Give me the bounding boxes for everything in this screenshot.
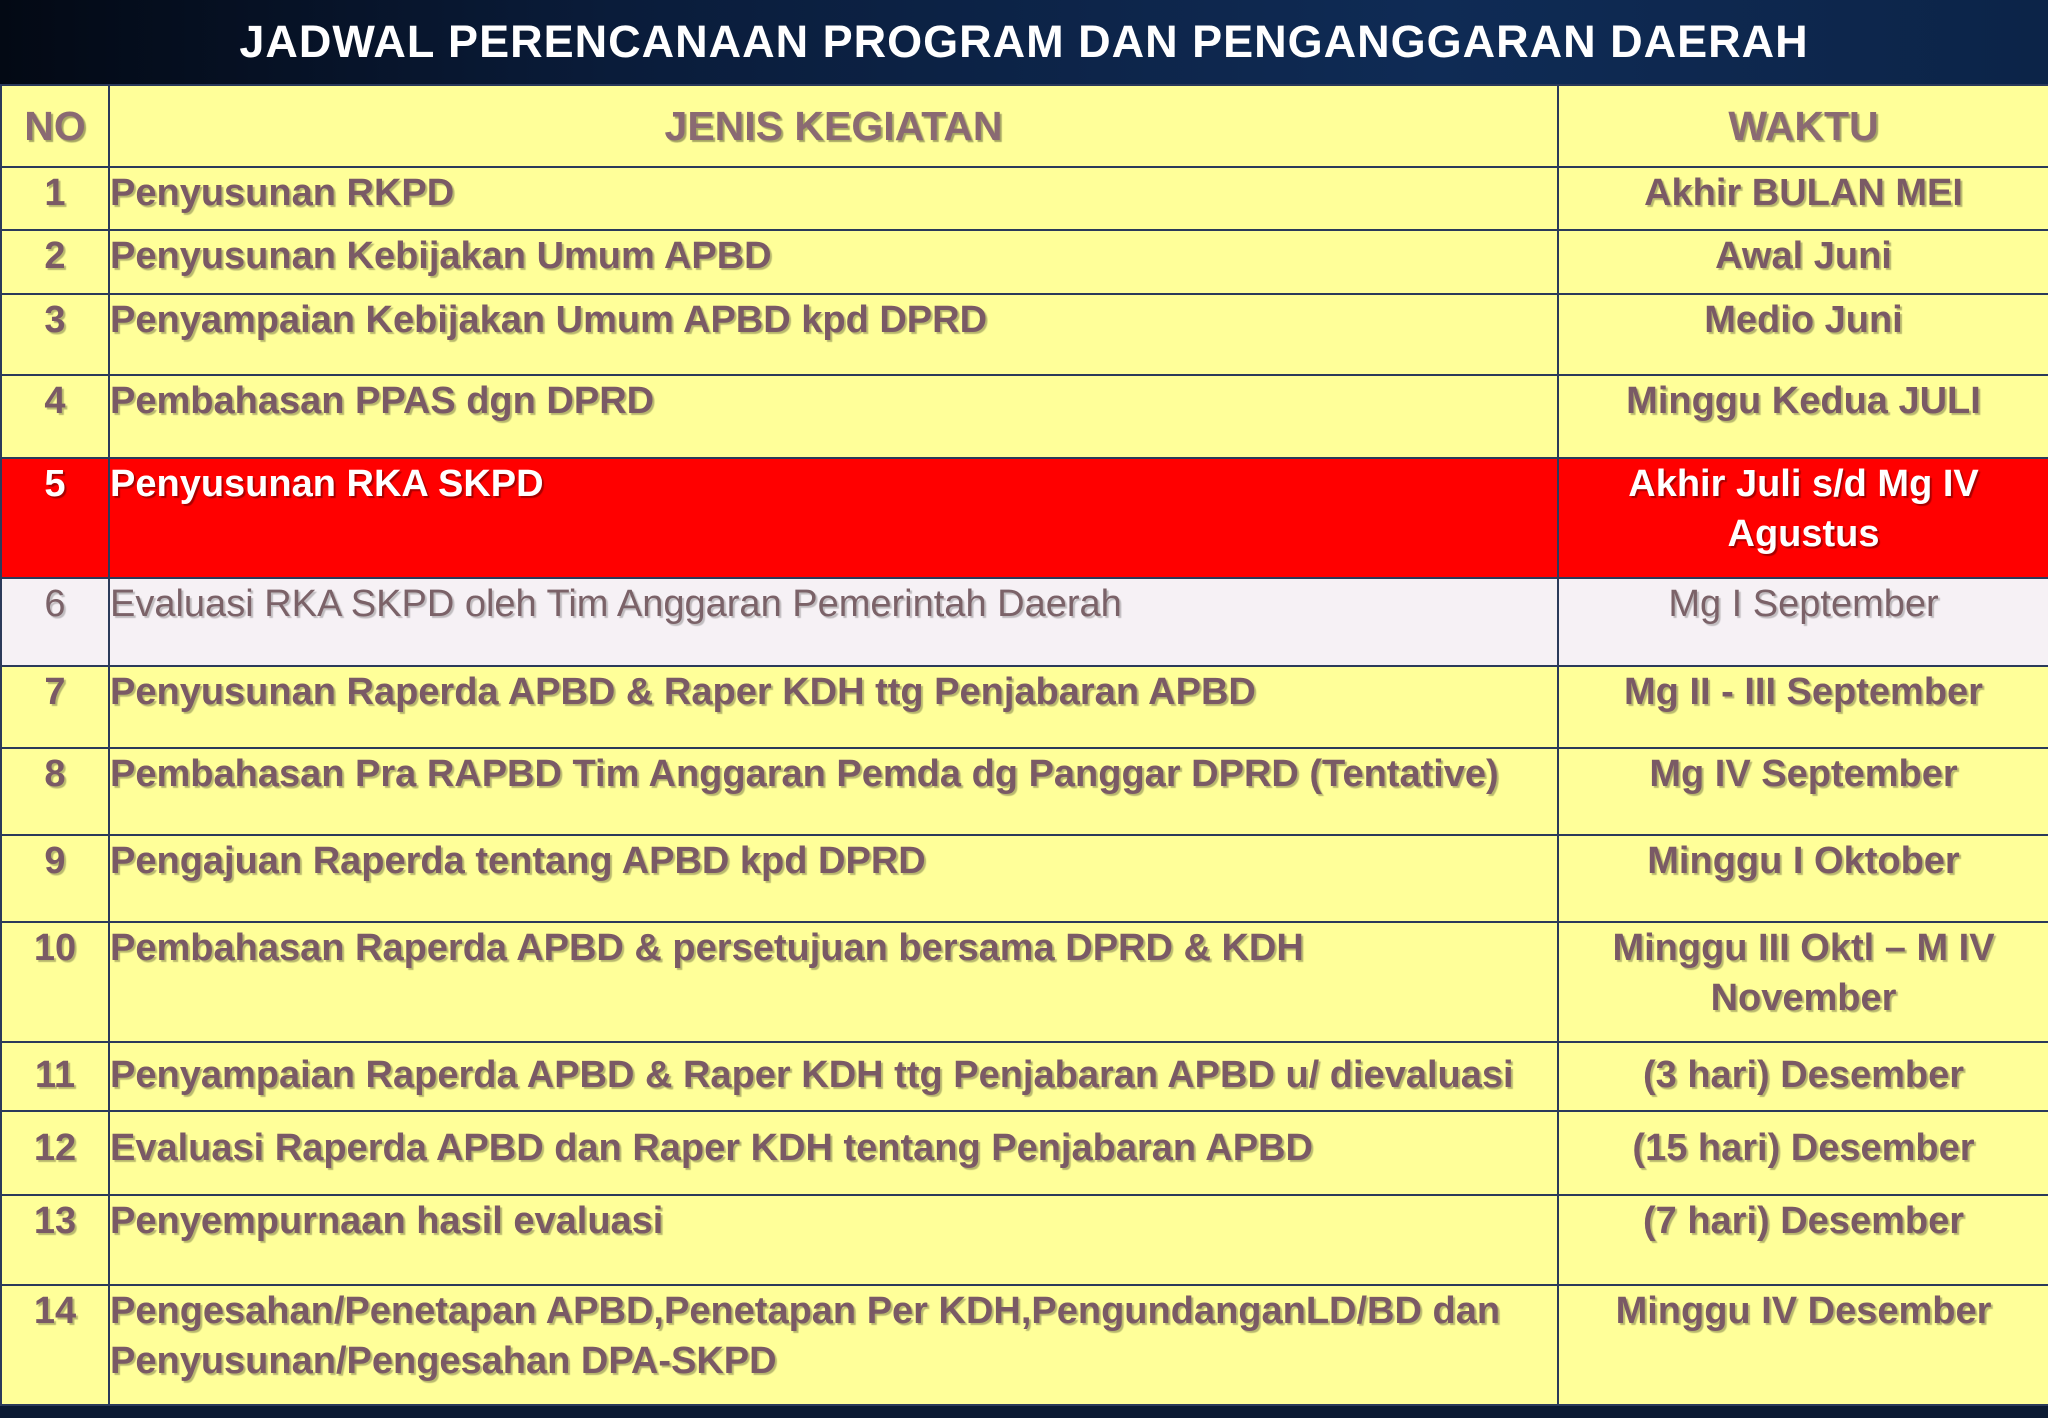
table-row xyxy=(1,294,2048,375)
table-row xyxy=(1,922,2048,1042)
table-header-row xyxy=(1,85,2048,167)
table-row xyxy=(1,1042,2048,1111)
row-activity: Penyempurnaan hasil evaluasi xyxy=(109,1195,1558,1285)
table-row xyxy=(1,375,2048,458)
table-row xyxy=(1,1195,2048,1285)
row-activity: Penyusunan Raperda APBD & Raper KDH ttg Penjabaran APBD xyxy=(109,666,1558,748)
row-time: (3 hari) Desember xyxy=(1558,1042,2048,1111)
row-time: Minggu III Oktl – M IV November xyxy=(1558,922,2048,1042)
row-number: 9 xyxy=(1,835,109,922)
row-time: Mg I September xyxy=(1558,578,2048,666)
row-time: Akhir Juli s/d Mg IV Agustus xyxy=(1558,458,2048,578)
table-row xyxy=(1,1285,2048,1405)
row-activity: Pembahasan Raperda APBD & persetujuan bersama DPRD & KDH xyxy=(109,922,1558,1042)
row-number: 12 xyxy=(1,1111,109,1195)
row-activity: Penyusunan Kebijakan Umum APBD xyxy=(109,230,1558,294)
row-number: 10 xyxy=(1,922,109,1042)
header-time: WAKTU xyxy=(1558,85,2048,167)
row-activity: Pengajuan Raperda tentang APBD kpd DPRD xyxy=(109,835,1558,922)
table-row-muted xyxy=(1,578,2048,666)
table-row-highlighted xyxy=(1,458,2048,578)
row-number: 4 xyxy=(1,375,109,458)
header-no: NO xyxy=(1,85,109,167)
header-activity: JENIS KEGIATAN xyxy=(109,85,1558,167)
row-time: Minggu Kedua JULI xyxy=(1558,375,2048,458)
row-activity: Evaluasi RKA SKPD oleh Tim Anggaran Pemerintah Daerah xyxy=(109,578,1558,666)
table-row xyxy=(1,230,2048,294)
row-number: 11 xyxy=(1,1042,109,1111)
row-activity: Pengesahan/Penetapan APBD,Penetapan Per KDH,PengundanganLD/BD dan Penyusunan/Pengesahan DPA-SKPD xyxy=(109,1285,1558,1405)
row-number: 7 xyxy=(1,666,109,748)
row-activity: Penyampaian Raperda APBD & Raper KDH ttg Penjabaran APBD u/ dievaluasi xyxy=(109,1042,1558,1111)
schedule-table xyxy=(0,84,2048,1406)
table-row xyxy=(1,748,2048,835)
row-time: Minggu IV Desember xyxy=(1558,1285,2048,1405)
row-time: (7 hari) Desember xyxy=(1558,1195,2048,1285)
row-activity: Penyusunan RKPD xyxy=(109,167,1558,230)
row-number: 6 xyxy=(1,578,109,666)
row-activity: Evaluasi Raperda APBD dan Raper KDH tentang Penjabaran APBD xyxy=(109,1111,1558,1195)
row-activity: Penyusunan RKA SKPD xyxy=(109,458,1558,578)
row-time: Akhir BULAN MEI xyxy=(1558,167,2048,230)
row-activity: Pembahasan Pra RAPBD Tim Anggaran Pemda dg Panggar DPRD (Tentative) xyxy=(109,748,1558,835)
row-number: 14 xyxy=(1,1285,109,1405)
row-number: 8 xyxy=(1,748,109,835)
page-title: JADWAL PERENCANAAN PROGRAM DAN PENGANGGARAN DAERAH xyxy=(239,16,1809,67)
row-time: Mg IV September xyxy=(1558,748,2048,835)
row-time: Medio Juni xyxy=(1558,294,2048,375)
title-bar xyxy=(0,0,2048,84)
row-activity: Penyampaian Kebijakan Umum APBD kpd DPRD xyxy=(109,294,1558,375)
row-time: Minggu I Oktober xyxy=(1558,835,2048,922)
row-number: 2 xyxy=(1,230,109,294)
row-number: 1 xyxy=(1,167,109,230)
table-row xyxy=(1,835,2048,922)
row-time: Awal Juni xyxy=(1558,230,2048,294)
row-number: 3 xyxy=(1,294,109,375)
table-row xyxy=(1,666,2048,748)
table-row xyxy=(1,1111,2048,1195)
row-time: (15 hari) Desember xyxy=(1558,1111,2048,1195)
row-activity: Pembahasan PPAS dgn DPRD xyxy=(109,375,1558,458)
row-time: Mg II - III September xyxy=(1558,666,2048,748)
table-row xyxy=(1,167,2048,230)
row-number: 5 xyxy=(1,458,109,578)
row-number: 13 xyxy=(1,1195,109,1285)
